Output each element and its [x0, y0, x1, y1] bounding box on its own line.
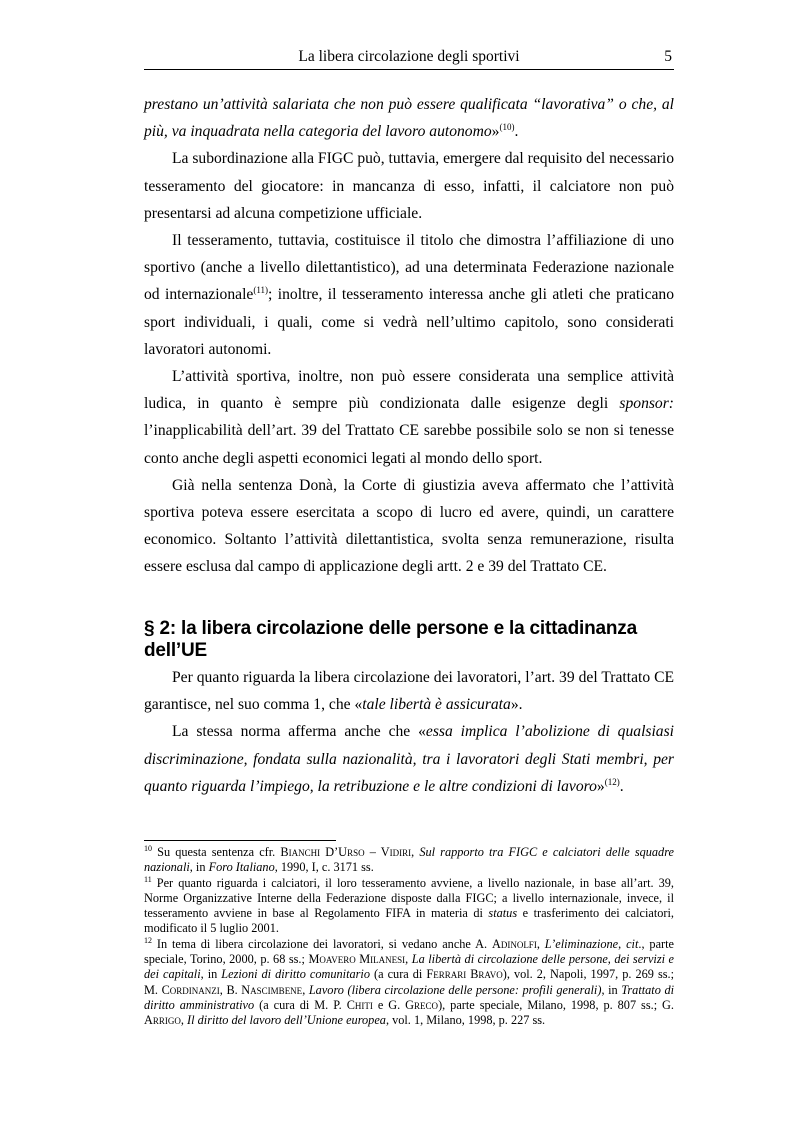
footnote-ref-12[interactable]: (12) [604, 776, 620, 787]
running-title: La libera circolazione degli sportivi [298, 48, 520, 65]
page-number: 5 [664, 48, 672, 65]
footnote-ref-11[interactable]: (11) [253, 285, 269, 296]
footnote-12: $^{12}$ In tema di libera circolazione dei lavoratori, si vedano anche A. Adinolfi, L’eliminazione, cit., parte speciale, Torino, 2000, p. 68 ss.; Moavero Milanesi, La libertà di circolazione delle persone, dei servizi e dei capitali, in Lezioni di diritto comunitario (a cura di Ferrari Bravo), vol. 2, Napoli, 1997, p. 269 ss.; M. Cordinanzi, B. Nascimbene, Lavoro (libera circolazione delle persone: profili generali), in Trattato di diritto amministrativo (a cura di M. P. Chiti e G. Greco), parte speciale, Milano, 1998, p. 807 ss.; G. Arrigo, Il diritto del lavoro dell’Unione europea, vol. 1, Milano, 1998, p. 227 ss. [144, 935, 675, 1028]
paragraph-1: prestano un’attività salariata che non può essere qualificata “lavorativa” o che, al più, va inquadrata nella categoria del lavoro autonomo»$^{(10)}$. [144, 96, 674, 141]
section-body [144, 664, 674, 800]
footnote-11: $^{11}$ Per quanto riguarda i calciatori, il loro tesseramento avviene, a livello nazionale, in base all’art. 39, Norme Organizzative Interne della Federazione disposte dalla FIGC; a livello internazionale, invece, il tesseramento avviene in base al Regolamento FIFA in materia di status e trasferimento dei calciatori, modificato il 5 luglio 2001. [144, 874, 674, 936]
paragraph-7: La stessa norma afferma anche che «essa implica l’abolizione di qualsiasi discriminazione, fondata sulla nazionalità, tra i lavoratori degli Stati membri, per quanto riguarda l’impiego, la retribuzione e le altre condizioni di lavoro»$^{(12)}$. [144, 723, 675, 795]
footnote-10: $^{10}$ Su questa sentenza cfr. Bianchi D’Urso – Vidiri, Sul rapporto tra FIGC e calciatori delle squadre nazionali, in Foro Italiano, 1990, I, c. 3171 ss. [144, 843, 674, 875]
footnote-separator [144, 840, 336, 841]
paragraph-5: Già nella sentenza Donà, la Corte di giustizia aveva affermato che l’attività sportiva poteva essere esercitata a scopo di lucro ed avere, quindi, un carattere economico. Soltanto l’attività dilettantistica, svolta senza remunerazione, risulta essere esclusa dal campo di applicazione degli artt. 2 e 39 del Trattato CE. [144, 476, 674, 576]
body-text [144, 91, 674, 581]
running-header [144, 47, 674, 70]
paragraph-6: Per quanto riguarda la libera circolazione dei lavoratori, l’art. 39 del Trattato CE garantisce, nel suo comma 1, che «tale libertà è assicurata». [144, 669, 674, 714]
footnotes [144, 845, 674, 1029]
paragraph-2: La subordinazione alla FIGC può, tuttavia, emergere dal requisito del necessario tesseramento del giocatore: in mancanza di esso, infatti, il calciatore non può presentarsi ad alcuna competizione ufficiale. [144, 150, 675, 222]
paragraph-3: Il tesseramento, tuttavia, costituisce il titolo che dimostra l’affiliazione di uno sportivo (anche a livello dilettantistico), ad una determinata Federazione nazionale od internazionale$^{(11)}$; inoltre, il tesseramento interessa anche gli atleti che praticano sport individuali, i quali, come si vedrà nell’ultimo capitolo, sono considerati lavoratori autonomi. [144, 232, 675, 358]
section-heading: § 2: la libera circolazione delle persone e la cittadinanza dell’UE [144, 618, 637, 661]
paragraph-4: L’attività sportiva, inoltre, non può essere considerata una semplice attività ludica, in quanto è sempre più condizionata dalle esigenze degli sponsor: l’inapplicabilità dell’art. 39 del Trattato CE sarebbe possibile solo se non si tenesse conto anche degli aspetti economici legati al mondo dello sport. [144, 368, 674, 467]
footnote-ref-10[interactable]: (10) [499, 122, 515, 133]
quote-continuation: prestano un’attività salariata che non può essere qualificata “lavorativa” o che, al più, va inquadrata nella categoria del lavoro autonomo [144, 96, 674, 141]
